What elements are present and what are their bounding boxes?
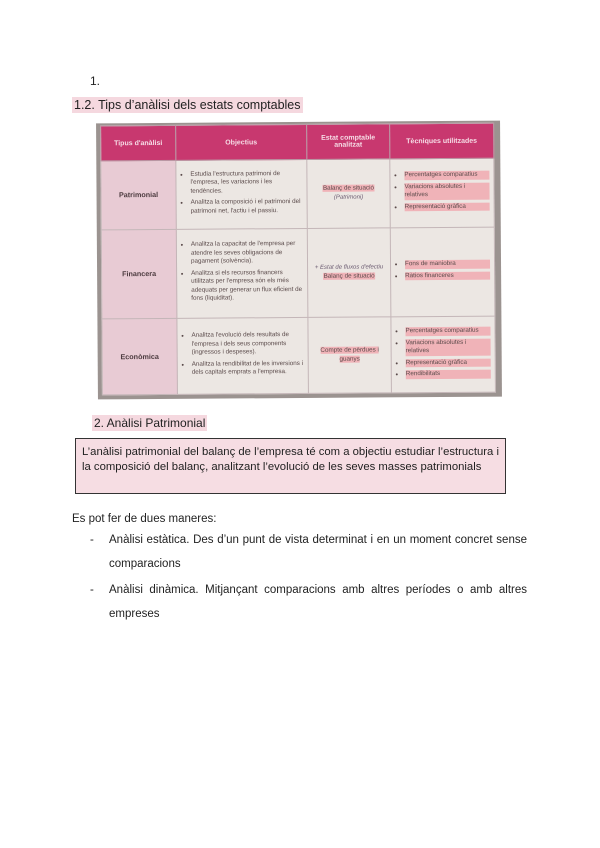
- heading-2: 2. Anàlisi Patrimonial: [94, 416, 206, 430]
- technique-item: • Percentatges comparatius: [405, 327, 490, 336]
- header-type: Tipus d'anàlisi: [101, 125, 176, 161]
- row-type: Patrimonial: [101, 160, 176, 229]
- section-number: 1.: [90, 74, 101, 88]
- technique-item: • Percentatges comparatius: [404, 171, 489, 180]
- row-techniques: [390, 227, 495, 317]
- statement-text: Compte de pèrdues i guanys: [320, 346, 379, 363]
- technique-item: • Rendibilitats: [406, 370, 491, 379]
- list-dash: -: [90, 534, 94, 546]
- list-dash: -: [90, 584, 94, 596]
- objective-item: • Estudia l'estructura patrimoni de l'empresa, les variacions i les tendències.: [190, 169, 302, 195]
- table-row: [101, 158, 494, 229]
- technique-item: • Ràtios financeres: [405, 271, 490, 280]
- list-item-text: Anàlisi estàtica. Des d’un punt de vista determinat i en un moment concret sense comparacions: [109, 534, 527, 570]
- table-header-row: [101, 123, 494, 161]
- definition-box: L’anàlisi patrimonial del balanç de l’empresa té com a objectiu estudiar l’estructura i la composició del balanç, analitzant l’evolució de les seves masses patrimonials: [75, 438, 506, 494]
- row-type: Econòmica: [102, 318, 178, 394]
- row-objectives: [176, 159, 307, 228]
- statement-note: (Patrimoni): [333, 194, 364, 201]
- objective-item: • Analitza la capacitat de l'empresa per atendre les seves obligacions de pagament (solvència).: [191, 240, 303, 266]
- statement-text: Balanç de situació: [323, 272, 375, 280]
- objective-item: • Analitza si els recursos financers utilitzats per l'empresa són els més adequats per generar un flux eficient de fons (liquiditat).: [191, 269, 303, 304]
- header-statement: Estat comptable analitzat: [307, 124, 390, 160]
- row-objectives: [177, 317, 309, 394]
- heading-1-2: 1.2. Tips d’anàlisi dels estats comptables: [74, 98, 301, 112]
- row-statement: [308, 317, 392, 394]
- technique-item: • Variacions absolutes i relatives: [406, 338, 491, 356]
- analysis-types-table: [100, 123, 496, 396]
- table-row: [102, 316, 496, 395]
- technique-item: • Fons de maniobra: [405, 260, 490, 269]
- row-statement: [307, 159, 390, 228]
- row-statement: [307, 227, 391, 317]
- list-item-text: Anàlisi dinàmica. Mitjançant comparacions amb altres períodes o amb altres empreses: [109, 584, 527, 620]
- technique-item: • Representació gràfica: [406, 358, 491, 367]
- header-objectives: Objectius: [176, 124, 307, 160]
- statement-text: Balanç de situació: [322, 184, 375, 193]
- technique-item: • Variacions absolutes i relatives: [404, 182, 489, 200]
- row-techniques: [391, 316, 496, 393]
- intro-text: Es pot fer de dues maneres:: [72, 513, 217, 525]
- row-type: Financera: [101, 229, 177, 319]
- objective-item: • Analitza la composició i el patrimoni del patrimoni net, l'actiu i el passiu.: [191, 198, 303, 216]
- objective-item: • Analitza l'evolució dels resultats de l'empresa i dels seus components (ingressos i despeses).: [192, 331, 304, 357]
- row-objectives: [176, 228, 308, 318]
- objective-item: • Analitza la rendibilitat de les inversions i dels capitals emprats a l'empresa.: [192, 360, 304, 378]
- table-photo: [96, 121, 502, 400]
- header-techniques: Tècniques utilitzades: [390, 123, 494, 159]
- table-row: [101, 227, 495, 319]
- technique-item: • Representació gràfica: [405, 202, 490, 211]
- row-techniques: [390, 158, 494, 227]
- statement-note: + Estat de fluxos d'efectiu: [314, 264, 384, 272]
